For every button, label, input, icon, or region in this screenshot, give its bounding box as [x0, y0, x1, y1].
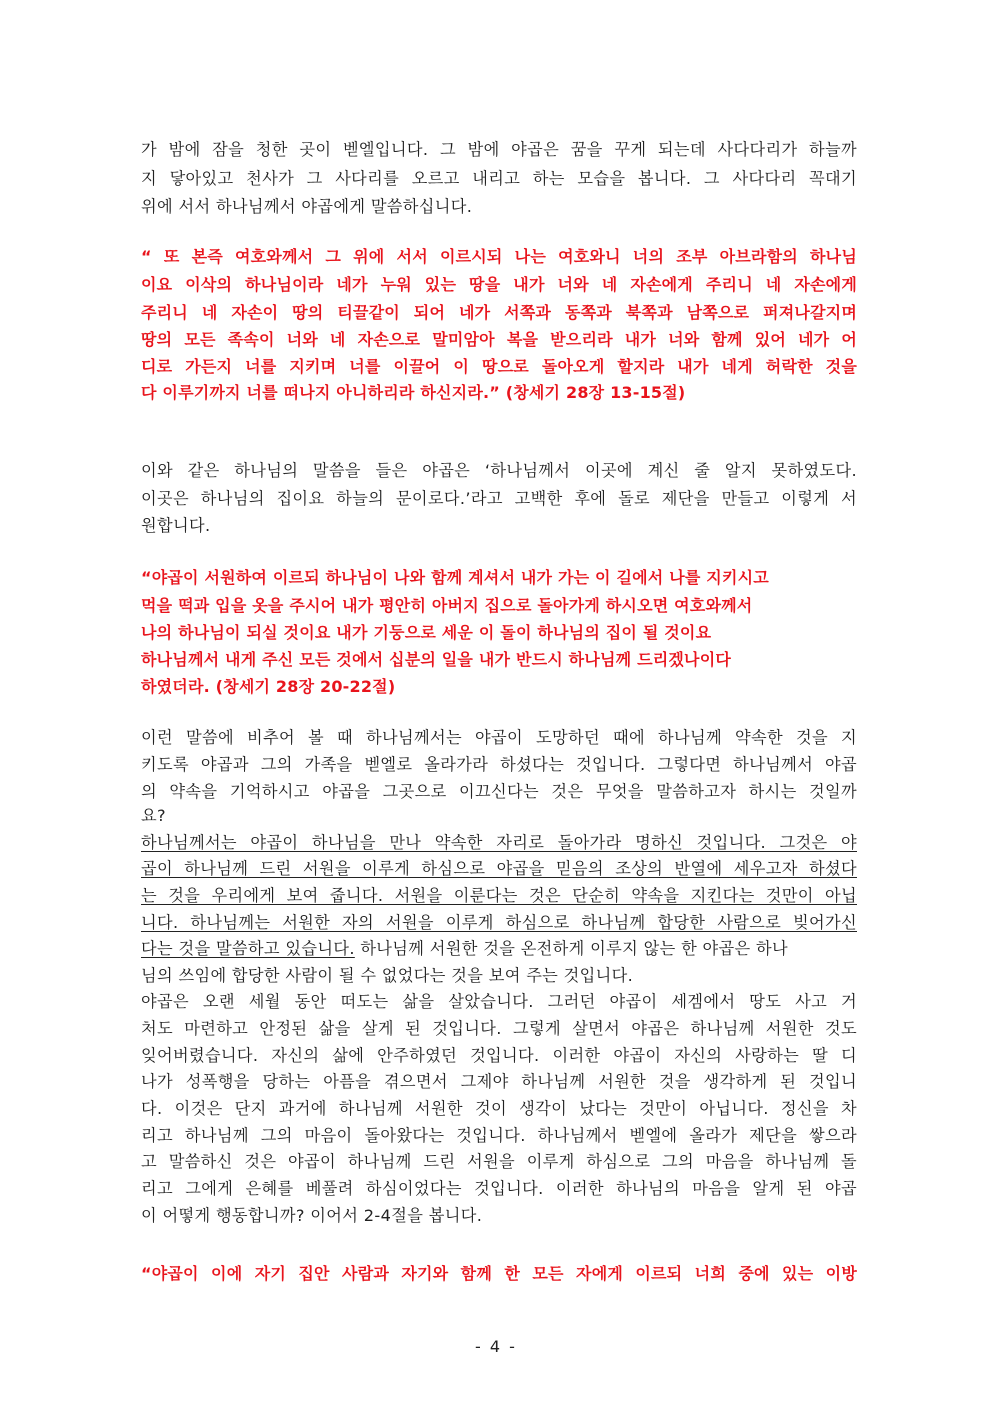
scripture-line: 먹을 떡과 입을 옷을 주시어 내가 평안히 아버지 집으로 돌아가게 하시오면 여호와께서 — [141, 596, 753, 615]
body-line: 요? — [141, 806, 166, 825]
body-line: 나가 성폭행을 당하는 아픔을 겪으면서 그제야 하나님께 서원한 것을 생각하게 된 것입니 — [141, 1072, 857, 1091]
body-line: 키도록 야곱과 그의 가족을 벧엘로 올라가라 하셨다는 것입니다. 그렇다면 하나님께서 야곱 — [141, 755, 857, 774]
body-line: 님의 쓰임에 합당한 사람이 될 수 없었다는 것을 보여 주는 것입니다. — [141, 966, 634, 985]
scripture-line: 나의 하나님이 되실 것이요 내가 기둥으로 세운 이 돌이 하나님의 집이 될 것이요 — [141, 623, 712, 642]
underlined-line: 곱이 하나님께 드린 서원을 이루게 하심으로 야곱을 믿음의 조상의 반열에 세우고자 하셨다 — [141, 859, 857, 878]
scripture-line: “야곱이 서원하여 이르되 하나님이 나와 함께 계셔서 내가 가는 이 길에서 나를 지키시고 — [141, 568, 769, 587]
body-line: 원합니다. — [141, 516, 211, 535]
body-line: 이런 말씀에 비추어 볼 때 하나님께서는 야곱이 도망하던 때에 하나님께 약속한 것을 지 — [141, 728, 857, 747]
scripture-line: 땅의 모든 족속이 너와 네 자손으로 말미암아 복을 받으리라 내가 너와 함께 있어 네가 어 — [141, 330, 857, 349]
body-line: 지 닿아있고 천사가 그 사다리를 오르고 내리고 하는 모습을 봅니다. 그 사다다리 꼭대기 — [141, 169, 857, 188]
body-line: 가 밤에 잠을 청한 곳이 벧엘입니다. 그 밤에 야곱은 꿈을 꾸게 되는데 사다다리가 하늘까 — [141, 140, 857, 159]
page-number: - 4 - — [475, 1337, 517, 1356]
body-line: 잊어버렸습니다. 자신의 삶에 안주하였던 것입니다. 이러한 야곱이 자신의 사랑하는 딸 디 — [141, 1046, 857, 1065]
body-line: 리고 그에게 은혜를 베풀려 하심이었다는 것입니다. 이러한 하나님의 마음을 알게 된 야곱 — [141, 1179, 857, 1198]
body-line: 이 어떻게 행동합니까? 이어서 2-4절을 봅니다. — [141, 1206, 483, 1225]
scripture-line: 주리니 네 자손이 땅의 티끌같이 되어 네가 서쪽과 동쪽과 북쪽과 남쪽으로 퍼져나갈지며 — [141, 303, 857, 322]
body-line: 의 약속을 기억하시고 야곱을 그곳으로 이끄신다는 것은 무엇을 말씀하고자 하시는 것일까 — [141, 782, 857, 801]
underlined-line: 니다. 하나님께는 서원한 자의 서원을 이루게 하심으로 하나님께 합당한 사람으로 빚어가신 — [141, 913, 857, 932]
body-line: 위에 서서 하나님께서 야곱에게 말씀하십니다. — [141, 197, 473, 216]
scripture-line: 이요 이삭의 하나님이라 네가 누워 있는 땅을 내가 너와 네 자손에게 주리니 네 자손에게 — [141, 275, 857, 294]
scripture-line: “야곱이 이에 자기 집안 사람과 자기와 함께 한 모든 자에게 이르되 너희 중에 있는 이방 — [141, 1264, 857, 1283]
body-line: 처도 마련하고 안정된 삶을 살게 된 것입니다. 그렇게 살면서 야곱은 하나님께 서원한 것도 — [141, 1019, 857, 1038]
scripture-line: “ 또 본즉 여호와께서 그 위에 서서 이르시되 나는 여호와니 너의 조부 아브라함의 하나님 — [141, 247, 857, 266]
body-line — [141, 938, 788, 960]
body-line: 리고 하나님께 그의 마음이 돌아왔다는 것입니다. 하나님께서 벧엘에 올라가 제단을 쌓으라 — [141, 1126, 857, 1145]
plain-span: 하나님께 서원한 것을 온전하게 이루지 않는 한 야곱은 하나 — [354, 939, 788, 958]
body-line: 고 말씀하신 것은 야곱이 하나님께 드린 서원을 이루게 하심으로 그의 마음을 하나님께 돌 — [141, 1152, 857, 1171]
scripture-line: 디로 가든지 너를 지키며 너를 이끌어 이 땅으로 돌아오게 할지라 내가 네게 허락한 것을 — [141, 357, 857, 376]
underlined-line: 하나님께서는 야곱이 하나님을 만나 약속한 자리로 돌아가라 명하신 것입니다. 그것은 야 — [141, 833, 857, 852]
body-line: 다. 이것은 단지 과거에 하나님께 서원한 것이 생각이 났다는 것만이 아닙니다. 정신을 차 — [141, 1099, 857, 1118]
body-line: 이와 같은 하나님의 말씀을 들은 야곱은 ‘하나님께서 이곳에 계신 줄 알지 못하였도다. — [141, 461, 857, 480]
body-line: 이곳은 하나님의 집이요 하늘의 문이로다.’라고 고백한 후에 돌로 제단을 만들고 이렇게 서 — [141, 489, 857, 508]
underlined-span: 다는 것을 말씀하고 있습니다. — [141, 939, 355, 958]
scripture-line: 하나님께서 내게 주신 모든 것에서 십분의 일을 내가 반드시 하나님께 드리겠나이다 — [141, 650, 732, 669]
body-line: 야곱은 오랜 세월 동안 떠도는 삶을 살았습니다. 그러던 야곱이 세겜에서 땅도 사고 거 — [141, 992, 857, 1011]
scripture-line: 하였더라. (창세기 28장 20-22절) — [141, 677, 396, 696]
underlined-line: 는 것을 우리에게 보여 줍니다. 서원을 이룬다는 것은 단순히 약속을 지킨다는 것만이 아닙 — [141, 886, 857, 905]
scripture-line: 다 이루기까지 너를 떠나지 아니하리라 하신지라.” (창세기 28장 13-15절) — [141, 383, 686, 402]
